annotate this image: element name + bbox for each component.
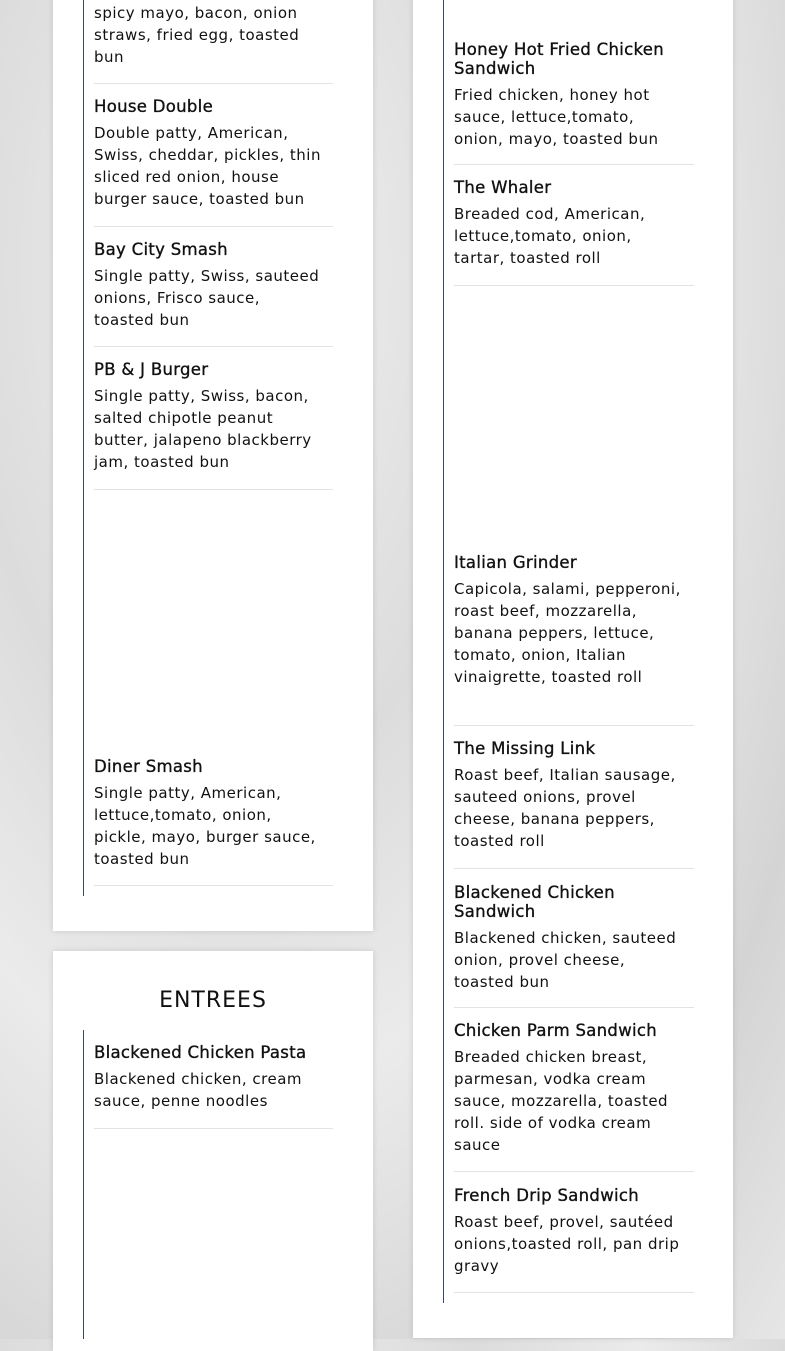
- menu-item: [94, 2, 324, 68]
- burgers-divider-line: [83, 0, 84, 896]
- item-separator: [94, 489, 333, 490]
- item-separator: [94, 226, 333, 227]
- menu-item: [454, 739, 684, 852]
- item-separator: [454, 1171, 694, 1172]
- item-name: The Missing Link: [454, 739, 596, 758]
- item-separator: [454, 868, 694, 869]
- item-separator: [94, 346, 333, 347]
- section-title: ENTREES: [159, 988, 267, 1013]
- item-separator: [454, 285, 694, 286]
- item-description: Roast beef, Italian sausage, sauteed onions, provel cheese, banana peppers, toasted roll: [454, 766, 676, 850]
- item-description: Capicola, salami, pepperoni, roast beef, mozzarella, banana peppers, lettuce, tomato, onion, Italian vinaigrette, toasted roll: [454, 580, 681, 686]
- item-name: Diner Smash: [94, 757, 203, 776]
- menu-item: [94, 97, 324, 210]
- item-name: Honey Hot Fried Chicken Sandwich: [454, 40, 664, 78]
- item-name: The Whaler: [454, 178, 552, 197]
- menu-item: [454, 1186, 684, 1277]
- item-description: Single patty, Swiss, sauteed onions, Frisco sauce, toasted bun: [94, 267, 320, 329]
- item-description: Breaded chicken breast, parmesan, vodka cream sauce, mozzarella, toasted roll. side of vodka cream sauce: [454, 1048, 669, 1154]
- item-name: Italian Grinder: [454, 553, 577, 572]
- menu-item: [454, 553, 684, 688]
- item-name: House Double: [94, 97, 214, 116]
- menu-item: [454, 40, 684, 150]
- item-separator: [94, 83, 333, 84]
- menu-item: [94, 757, 324, 870]
- item-description: Single patty, American, lettuce,tomato, onion, pickle, mayo, burger sauce, toasted bun: [94, 784, 316, 868]
- item-separator: [454, 725, 694, 726]
- item-name: PB & J Burger: [94, 360, 209, 379]
- item-description: Single patty, Swiss, bacon, salted chipotle peanut butter, jalapeno blackberry jam, toasted bun: [94, 387, 312, 471]
- entrees-divider-line: [83, 1030, 84, 1339]
- sandwiches-divider-line: [443, 0, 444, 1303]
- menu-item: [454, 883, 684, 993]
- menu-item: [94, 360, 324, 473]
- item-description: Blackened chicken, cream sauce, penne noodles: [94, 1070, 303, 1110]
- item-name: French Drip Sandwich: [454, 1186, 640, 1205]
- item-separator: [94, 885, 333, 886]
- item-description: Breaded cod, American, lettuce,tomato, onion, tartar, toasted roll: [454, 205, 646, 267]
- item-description: Double patty, American, Swiss, cheddar, pickles, thin sliced red onion, house burger sauce, toasted bun: [94, 124, 321, 208]
- item-name: Blackened Chicken Sandwich: [454, 883, 615, 921]
- item-description: Roast beef, provel, sautéed onions,toasted roll, pan drip gravy: [454, 1213, 680, 1275]
- item-description: Blackened chicken, sauteed onion, provel cheese, toasted bun: [454, 929, 677, 991]
- item-name: Chicken Parm Sandwich: [454, 1021, 658, 1040]
- item-separator: [454, 164, 694, 165]
- menu-item: [454, 178, 684, 269]
- item-name: Bay City Smash: [94, 240, 228, 259]
- item-description: Fried chicken, honey hot sauce, lettuce,tomato, onion, mayo, toasted bun: [454, 86, 659, 148]
- menu-item: [94, 240, 324, 331]
- item-separator: [454, 1292, 694, 1293]
- menu-item: [454, 1021, 684, 1156]
- item-separator: [454, 1007, 694, 1008]
- item-name: Blackened Chicken Pasta: [94, 1043, 307, 1062]
- item-separator: [94, 1128, 333, 1129]
- item-description: spicy mayo, bacon, onion straws, fried egg, toasted bun: [94, 4, 300, 66]
- menu-item: [94, 1043, 324, 1112]
